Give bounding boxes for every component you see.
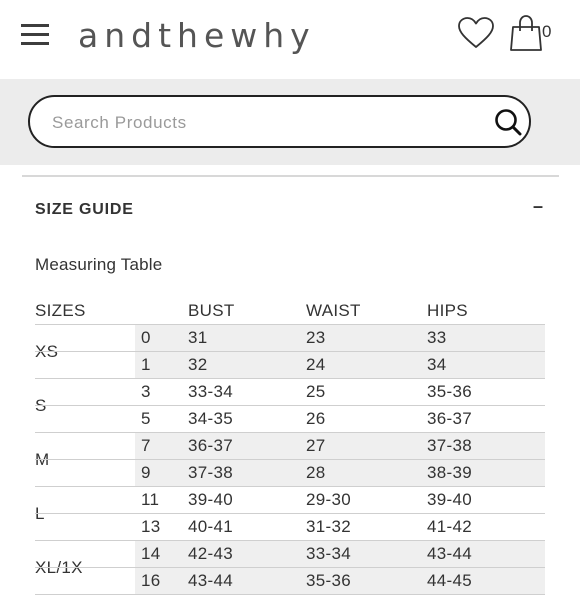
size-guide-title[interactable]: SIZE GUIDE — [35, 201, 134, 218]
size-number: 7 — [141, 436, 151, 455]
cart-count[interactable]: 0 — [542, 22, 552, 41]
bust-value: 42-43 — [188, 544, 233, 563]
waist-value: 23 — [306, 328, 326, 347]
table-header-row — [35, 298, 545, 325]
waist-value: 26 — [306, 409, 326, 428]
hips-value: 33 — [427, 328, 447, 347]
column-header-bust: BUST — [188, 301, 235, 320]
size-number: 0 — [141, 328, 151, 347]
waist-value: 31-32 — [306, 517, 351, 536]
bust-value: 34-35 — [188, 409, 233, 428]
hamburger-menu-icon[interactable] — [21, 24, 49, 46]
size-label: XS — [35, 342, 59, 361]
table-row — [35, 379, 545, 406]
table-row — [35, 460, 545, 487]
bust-value: 33-34 — [188, 382, 233, 401]
shopping-bag-icon[interactable] — [509, 14, 543, 52]
search-input[interactable] — [50, 109, 474, 137]
table-row — [35, 406, 545, 433]
hips-value: 39-40 — [427, 490, 472, 509]
brand-logo[interactable]: andthewhy — [78, 16, 316, 55]
hips-value: 34 — [427, 355, 447, 374]
table-row — [35, 352, 545, 379]
column-header-sizes: SIZES — [35, 301, 86, 320]
size-number: 16 — [141, 571, 161, 590]
size-group-m — [35, 433, 545, 487]
size-number: 13 — [141, 517, 161, 536]
column-header-hips: HIPS — [427, 301, 468, 320]
search-icon[interactable] — [494, 108, 522, 136]
waist-value: 28 — [306, 463, 326, 482]
site-header — [0, 0, 580, 79]
column-header-waist: WAIST — [306, 301, 361, 320]
hips-value: 41-42 — [427, 517, 472, 536]
waist-value: 35-36 — [306, 571, 351, 590]
measuring-table-caption: Measuring Table — [35, 255, 163, 274]
bust-value: 43-44 — [188, 571, 233, 590]
collapse-toggle[interactable]: – — [532, 196, 543, 216]
hips-value: 37-38 — [427, 436, 472, 455]
waist-value: 25 — [306, 382, 326, 401]
size-group-s — [35, 379, 545, 433]
size-label: XL/1X — [35, 558, 83, 577]
size-number: 11 — [141, 490, 160, 509]
table-row — [35, 541, 545, 568]
size-label: S — [35, 396, 47, 415]
hips-value: 44-45 — [427, 571, 472, 590]
size-number: 9 — [141, 463, 151, 482]
bust-value: 37-38 — [188, 463, 233, 482]
bust-value: 32 — [188, 355, 208, 374]
size-number: 1 — [141, 355, 151, 374]
bust-value: 36-37 — [188, 436, 233, 455]
table-row — [35, 325, 545, 352]
size-number: 5 — [141, 409, 151, 428]
table-row — [35, 514, 545, 541]
size-number: 3 — [141, 382, 151, 401]
waist-value: 24 — [306, 355, 326, 374]
waist-value: 27 — [306, 436, 326, 455]
table-row — [35, 487, 545, 514]
size-group-l — [35, 487, 545, 541]
table-row — [35, 568, 545, 595]
hips-value: 43-44 — [427, 544, 472, 563]
table-row — [35, 433, 545, 460]
size-label: M — [35, 450, 50, 469]
size-group-xl-1x — [35, 541, 545, 595]
size-group-xs — [35, 325, 545, 379]
heart-icon[interactable] — [457, 16, 495, 50]
search-bar-section — [0, 79, 580, 165]
waist-value: 29-30 — [306, 490, 351, 509]
hips-value: 36-37 — [427, 409, 472, 428]
bust-value: 40-41 — [188, 517, 233, 536]
bust-value: 39-40 — [188, 490, 233, 509]
size-number: 14 — [141, 544, 161, 563]
section-divider — [22, 175, 559, 177]
search-box — [28, 95, 531, 148]
hips-value: 38-39 — [427, 463, 472, 482]
size-table — [35, 298, 545, 595]
size-label: L — [35, 504, 45, 523]
bust-value: 31 — [188, 328, 208, 347]
hips-value: 35-36 — [427, 382, 472, 401]
waist-value: 33-34 — [306, 544, 351, 563]
